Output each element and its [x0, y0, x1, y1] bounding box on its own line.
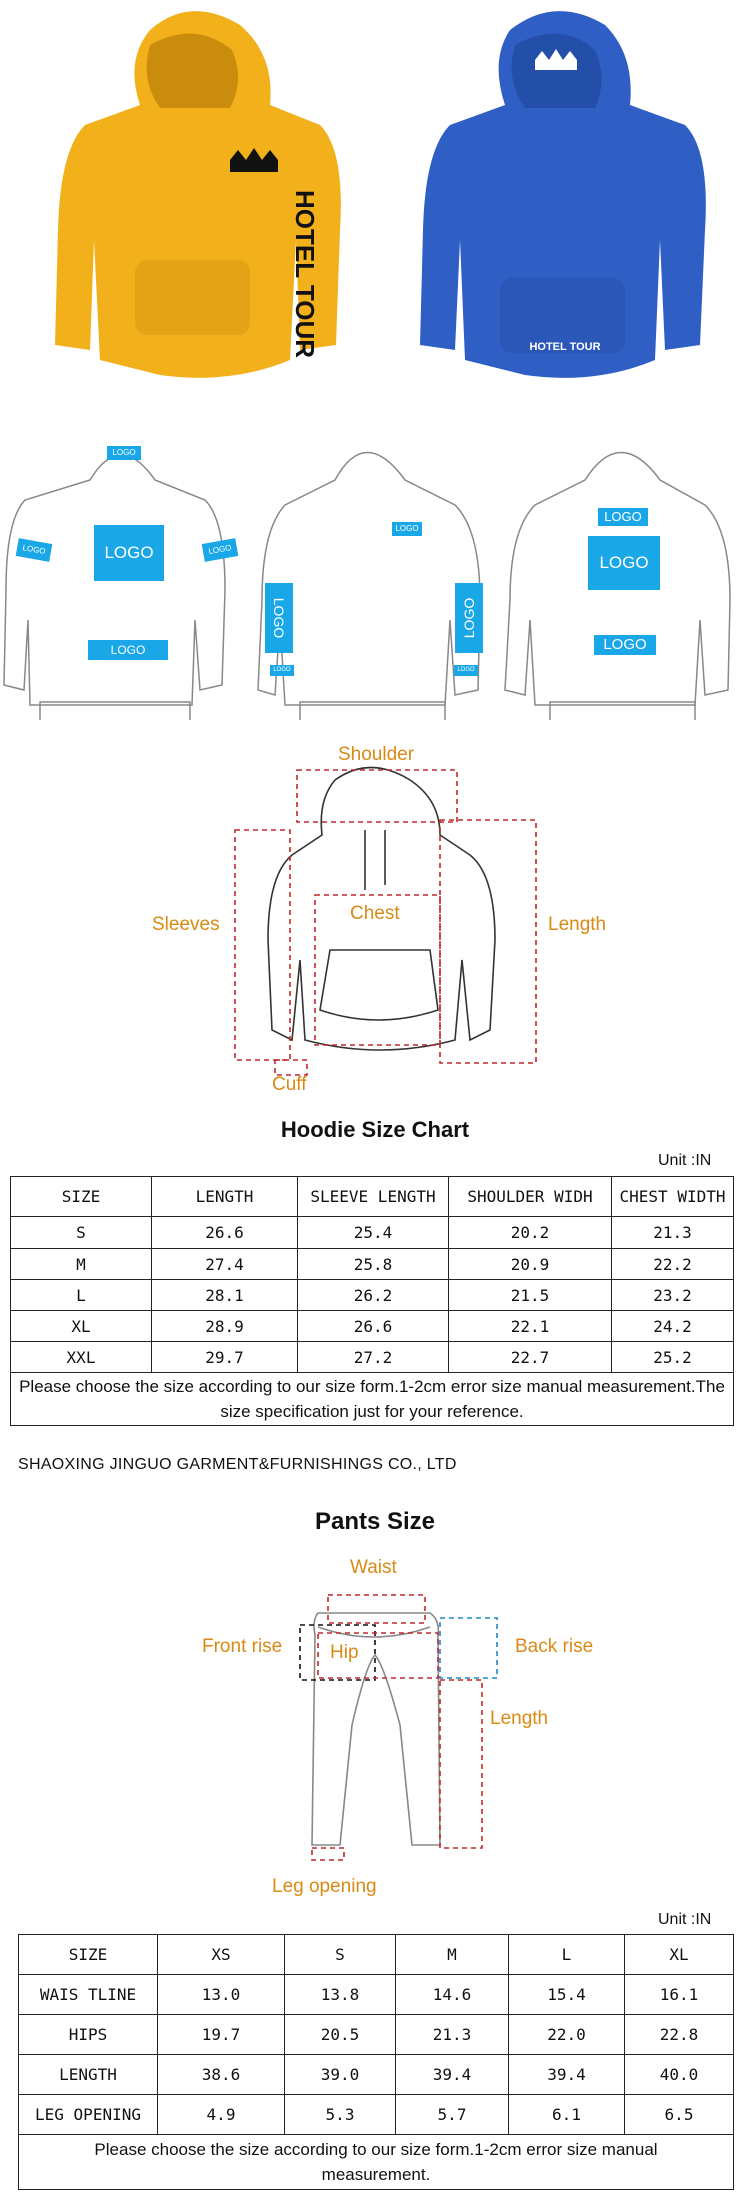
shoulder-label: Shoulder: [338, 744, 415, 765]
waist-label: Waist: [350, 1557, 397, 1578]
cell: 4.9: [158, 2095, 285, 2135]
logo-text: LOGO: [112, 448, 136, 457]
note-row: [19, 2135, 734, 2190]
cell: S: [11, 1217, 152, 1249]
logo-text: LOGO: [110, 643, 146, 657]
table-row: [11, 1342, 734, 1373]
cell: 23.2: [612, 1280, 734, 1311]
cell: 6.1: [509, 2095, 625, 2135]
cell: WAIS TLINE: [19, 1975, 158, 2015]
header-cell: XS: [158, 1935, 285, 1975]
cell: 20.9: [449, 1249, 612, 1280]
logo-text: LOGO: [273, 667, 291, 673]
cell: 13.8: [285, 1975, 396, 2015]
cell: 21.5: [449, 1280, 612, 1311]
logo-box-right-cuff: [454, 665, 478, 676]
table-row: [19, 2055, 734, 2095]
logo-box-back-center: [588, 536, 660, 590]
blue-hoodie: [420, 11, 706, 378]
cell: 5.7: [396, 2095, 509, 2135]
back-rise-label: Back rise: [515, 1636, 594, 1657]
cell: 39.4: [509, 2055, 625, 2095]
hip-label: Hip: [330, 1642, 359, 1663]
pants-unit: Unit :IN: [658, 1911, 712, 1928]
cell: 21.3: [396, 2015, 509, 2055]
pants-size-table: [18, 1934, 734, 2190]
note-row: [11, 1373, 734, 1426]
cell: 21.3: [612, 1217, 734, 1249]
pants-measure-diagram: [0, 1555, 750, 1895]
cell: 22.7: [449, 1342, 612, 1373]
logo-box-chest: [94, 525, 164, 581]
logo-text: LOGO: [599, 553, 649, 572]
cell: 13.0: [158, 1975, 285, 2015]
table-row: [11, 1280, 734, 1311]
cell: HIPS: [19, 2015, 158, 2055]
logo-box-side-chest: [392, 522, 422, 536]
cell: 26.6: [298, 1311, 449, 1342]
cell: 28.9: [152, 1311, 298, 1342]
cell: 39.0: [285, 2055, 396, 2095]
cell: 22.2: [612, 1249, 734, 1280]
cell: LENGTH: [19, 2055, 158, 2095]
front-rise-label: Front rise: [202, 1636, 283, 1657]
hoodie-chart-title: Hoodie Size Chart: [280, 1117, 470, 1142]
cell: 15.4: [509, 1975, 625, 2015]
sleeves-label: Sleeves: [152, 914, 220, 935]
cell: 16.1: [625, 1975, 734, 2015]
logo-box-hood: [107, 446, 141, 460]
header-cell: CHEST WIDTH: [612, 1177, 734, 1217]
header-cell: S: [285, 1935, 396, 1975]
cell: 28.1: [152, 1280, 298, 1311]
header-cell: L: [509, 1935, 625, 1975]
header-cell: SIZE: [11, 1177, 152, 1217]
table-header-row: [11, 1177, 734, 1217]
cell: 19.7: [158, 2015, 285, 2055]
table-row: [19, 1975, 734, 2015]
length-label: Length: [490, 1708, 549, 1729]
cell: 25.4: [298, 1217, 449, 1249]
cell: L: [11, 1280, 152, 1311]
cell: XXL: [11, 1342, 152, 1373]
cell: 27.2: [298, 1342, 449, 1373]
cell: 22.8: [625, 2015, 734, 2055]
cell: 14.6: [396, 1975, 509, 2015]
cell: 39.4: [396, 2055, 509, 2095]
logo-text: LOGO: [207, 543, 233, 556]
cell: 20.5: [285, 2015, 396, 2055]
cell: 22.1: [449, 1311, 612, 1342]
logo-box-left-cuff: [270, 665, 294, 676]
header-cell: M: [396, 1935, 509, 1975]
logo-text: LOGO: [271, 597, 287, 639]
logo-text: LOGO: [457, 667, 475, 673]
cell: 24.2: [612, 1311, 734, 1342]
cell: LEG OPENING: [19, 2095, 158, 2135]
cell: 22.0: [509, 2015, 625, 2055]
table-row: [11, 1311, 734, 1342]
header-cell: LENGTH: [152, 1177, 298, 1217]
logo-text: LOGO: [21, 543, 47, 556]
logo-box-back-top: [598, 508, 648, 526]
cell: 38.6: [158, 2055, 285, 2095]
cell: 20.2: [449, 1217, 612, 1249]
cell: XL: [11, 1311, 152, 1342]
cell: 26.2: [298, 1280, 449, 1311]
header-cell: SIZE: [19, 1935, 158, 1975]
logo-box-pocket: [88, 640, 168, 660]
logo-text: LOGO: [395, 524, 419, 533]
hoodie-unit: Unit :IN: [658, 1152, 712, 1169]
pants-size-note: Please choose the size according to our size form.1-2cm error size manual measurement.: [19, 2135, 734, 2190]
cell: 25.2: [612, 1342, 734, 1373]
logo-text: LOGO: [104, 543, 154, 562]
length-label: Length: [548, 914, 607, 935]
hoodie-photos: [0, 0, 750, 415]
cell: 5.3: [285, 2095, 396, 2135]
logo-text: LOGO: [603, 636, 647, 653]
cell: 40.0: [625, 2055, 734, 2095]
table-row: [19, 2095, 734, 2135]
table-row: [11, 1249, 734, 1280]
sleeve-text: HOTEL TOUR: [290, 190, 320, 359]
cuff-label: Cuff: [272, 1074, 307, 1095]
table-row: [19, 2015, 734, 2055]
cell: M: [11, 1249, 152, 1280]
cell: 29.7: [152, 1342, 298, 1373]
cell: 6.5: [625, 2095, 734, 2135]
table-header-row: [19, 1935, 734, 1975]
logo-box-back-bottom: [594, 635, 656, 655]
chest-text: HOTEL TOUR: [529, 341, 601, 353]
hoodie-size-note: Please choose the size according to our size form.1-2cm error size manual measurement.The size specification just for your reference.: [11, 1373, 734, 1426]
header-cell: SLEEVE LENGTH: [298, 1177, 449, 1217]
logo-text: LOGO: [604, 509, 642, 524]
logo-box-right-arm: [455, 583, 483, 653]
logo-box-left-arm: [265, 583, 293, 653]
logo-text: LOGO: [461, 597, 477, 639]
company-name: SHAOXING JINGUO GARMENT&FURNISHINGS CO., LTD: [18, 1456, 457, 1473]
header-cell: XL: [625, 1935, 734, 1975]
cell: 26.6: [152, 1217, 298, 1249]
chest-label: Chest: [350, 903, 400, 924]
header-cell: SHOULDER WIDH: [449, 1177, 612, 1217]
leg-opening-label: Leg opening: [272, 1876, 377, 1897]
hoodie-size-table: [10, 1176, 734, 1426]
yellow-hoodie: [55, 11, 341, 378]
cell: 27.4: [152, 1249, 298, 1280]
pants-title: Pants Size: [314, 1508, 436, 1535]
table-row: [11, 1217, 734, 1249]
cell: 25.8: [298, 1249, 449, 1280]
